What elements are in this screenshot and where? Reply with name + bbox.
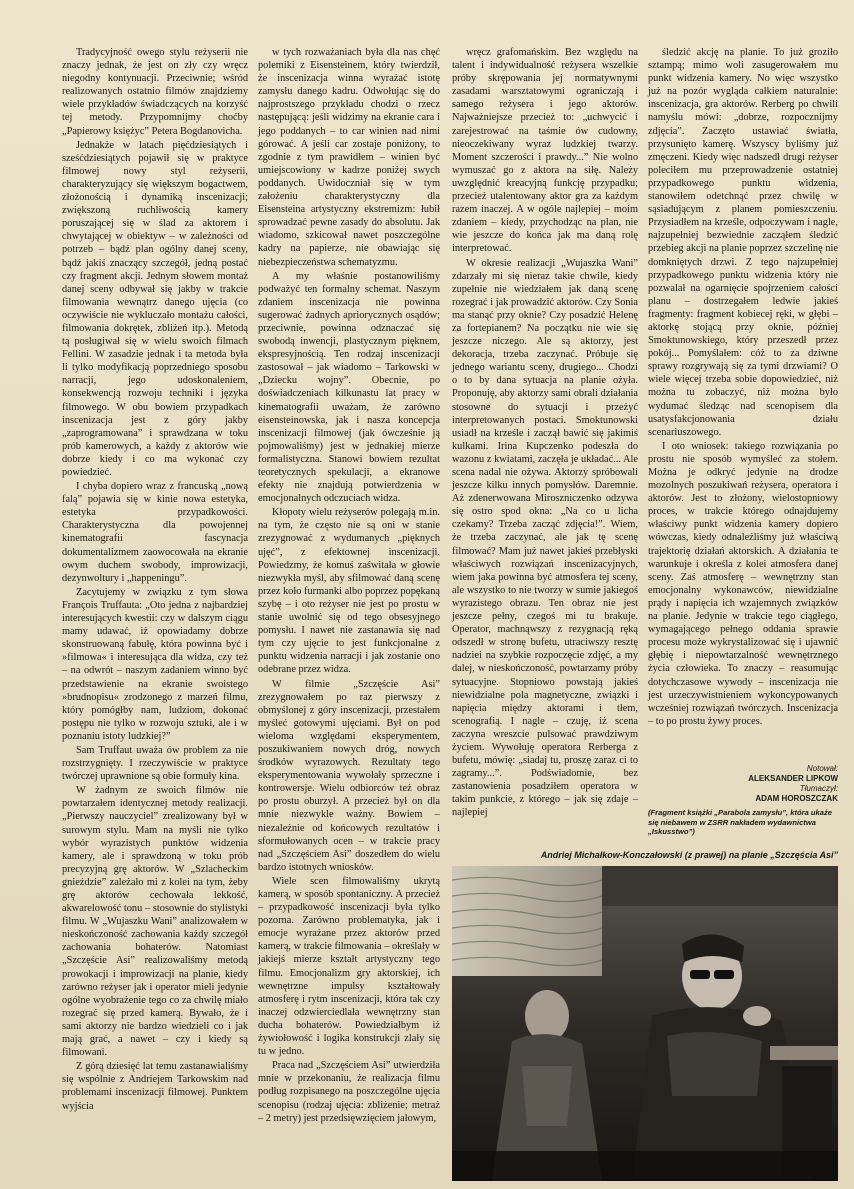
paragraph: wręcz grafomańskim. Bez względu na talent i indywidualność reżysera wszelkie próby skrępowania jej normatywnymi zasadami warsztatowymi ograniczają i samego reżysera i jego aktorów. Najważniejsze przecież to: „uchwycić i zarejestrować na taśmie ów cudowny, nieoczekiwany wyraz ludzkiej twarzy. Moment szczerości i prawdy...” Nie wolno wymuszać go z aktora na siłę. Należy uwzględnić kreacyjną funkcję przypadku; przecież utalentowany aktor gra za każdym razem inaczej. A w ogóle najlepiej – moim zdaniem – kiedy, przychodząc na plan, nie wie jeszcze do końca jak ma daną rolę interpretować. bbox=[452, 47, 638, 255]
film-set-photo-illustration bbox=[452, 866, 838, 1181]
notowal-label: Notował: bbox=[806, 764, 838, 773]
tlumaczyl-label: Tłumaczył: bbox=[799, 784, 838, 793]
paragraph: Jednakże w latach pięćdziesiątych i sześćdziesiątych pojawił się w praktyce filmowej nowy styl reżyserii, charakteryzujący się większym bogactwem, złożonością i dynamiką inscenizacji; zwiększoną ruchliwością kamery poruszającej się w ślad za aktorem i chwytającej w obiektyw – w zależności od potrzeb – bądź plan ogólny danej sceny, bądź jakiś znaczący szczegół, jedną postać czy fragment akcji. Jednym słowem montaż danej sceny odbywał się jakby w trakcie filmowania wewnątrz danego ujęcia (co oczywiście nie wykluczało montażu całości, filmowania dokrętek, zbliżeń itp.). Metodą tą posługiwał się w wielu swoich filmach Fellini. W zasadzie jednak i ta metoda była li tylko modyfikacją poprzedniego sposobu narracji, jego udoskonaleniem, konsekwencją rozwoju techniki i języka filmowego. W obu bowiem przypadkach inscenizacja jest z góry jakby „zaprogramowana” i sprawdzana w toku prób kamerowych, a każdy z aktorów wie dobrze kiedy i co ma wykonać czy powiedzieć. bbox=[62, 139, 248, 478]
paragraph: Tradycyjność owego stylu reżyserii nie znaczy jednak, że jest on zły czy wręcz niegodny kontynuacji. Przeciwnie; wśród realizowanych ostatnio filmów znajdziemy wiele przykładów świadczących na korzyść tej metody. Przypomnijmy choćby „Papierowy księżyc” Petera Bogdanovicha. bbox=[62, 47, 248, 137]
photo-caption: Andriej Michałkow-Konczałowski (z prawej) na planie „Szczęścia Asi” bbox=[540, 850, 838, 860]
article-column-2 bbox=[258, 46, 440, 1125]
article-column-3 bbox=[452, 46, 638, 820]
paragraph: Kłopoty wielu reżyserów polegają m.in. na tym, że często nie są oni w stanie zrezygnować z wydumanych „pięknych ujęć”, z efektownej inscenizacji. Powiedzmy, że komuś zaświtała w głowie niezwykła myśl, aby sfilmować daną scenę przez koło furmanki albo poprzez popękaną szybę – i oto reżyser nie jest po prostu w stanie uwolnić się od tego obsesyjnego pomysłu. I nawet nie zastanawia się nad tym czy ujęcie to jest funkcjonalne z punktu widzenia narracji i jak zostanie ono odebrane przez widza. bbox=[258, 507, 440, 676]
paragraph: I chyba dopiero wraz z francuską „nową falą” pojawia się w kinie nowa estetyka, estetyka przypadkowości. Charakterystyczna dla powojennej kinematografii fascynacja dokumentalizmem zaowocowała na ekranie owym duchem swobody, improwizacji, dezynwoltury i „happeningu”. bbox=[62, 481, 248, 584]
paragraph: W filmie „Szczęście Asi” zrezygnowałem po raz pierwszy z obmyślonej z góry inscenizacji, przestałem myśleć gotowymi ujęciami. Był on pod wieloma względami eksperymentem, poszukiwaniem nowych dróg, nowych środków wyrazowych. Rezultaty tego eksperymentowania wywołały sprzeczne i kontrowersje. Wielu odbiorców też obraz po prostu oburzył. A przecież był on dla mnie niezwykle ważny. Bowiem – niezależnie od końcowych rezultatów i sformułowanych ocen – w trakcie pracy nad „Szczęściem Asi” doszedłem do wielu bardzo istotnych wniosków. bbox=[258, 678, 440, 873]
paragraph: A my właśnie postanowiliśmy podważyć ten formalny schemat. Naszym zdaniem inscenizacja nie powinna sugerować żadnych apriorycznych osądów; przeciwnie, powinna odznaczać się swobodą inwencji, plastycznym pięknem, ekspresyjnością. Ten rodzaj inscenizacji zastosował – jak wiadomo – Tarkowski w „Dziecku wojny”. Obecnie, po doświadczeniach kilkunastu lat pracy w kinematografii uważam, że zarówno eisensteinowska, jak i nasza koncepcja inscenizacji filmowej (jak ówcześnie ją pojmowaliśmy) jest w jednakiej mierze formalistyczna. Stanowi bowiem rezultat teoretycznych spekulacji, a ekranowe efekty nie znajdują potwierdzenia w emocjonalnych odczuciach widza. bbox=[258, 270, 440, 505]
author-credits bbox=[648, 764, 838, 804]
paragraph: Wiele scen filmowaliśmy ukrytą kamerą, w sposób spontaniczny. A przecież – przypadkowość inscenizacji była tylko pozorna. Zarówno problematyka, jak i emocje wyrażane przez aktorów przed kamerą, w trakcie filmowania – określały w jakiejś mierze kształt artystyczny tego filmu. Emocjonalizm gry aktorskiej, ich wewnętrzne impulsy kształtowały atmosferę i rytm inscenizacji, która tak czy inaczej odzwierciedlała wewnętrzny stan ducha bohaterów. Powiedziałbym iż żywiołowość i logika konstrukcji zlały się tu w jedno. bbox=[258, 875, 440, 1058]
notowal-name: ALEKSANDER LIPKOW bbox=[748, 774, 838, 783]
paragraph: W okresie realizacji „Wujaszka Wani” zdarzały mi się nieraz takie chwile, kiedy zupełnie nie wiedziałem jak daną scenę rozegrać i jak prowadzić aktorów. Czy Sonia ma stanąć przy oknie? Czy posadzić Helenę za fortepianem? Na początku nie wie się jeszcze niczego. Ale są aktorzy, jest dekoracja, trzeba zaczynać. Próbuje się jednego wariantu sceny, drugiego... Chodzi o to by dana sytuacja na planie ożyła. Proponuję, aby aktorzy sami obrali działania stosowne do sytuacji i przeżyć interpretowanych postaci. Smoktunowski usiadł na krześle i zaczął bawić się jakimiś kulkami. Irina Kupczenko podeszła do wazonu z kwiatami, zaczęła je układać... Ale scena nadal nie ożywa. Aktorzy spróbowali jeszcze kilku innych pomysłów. Daremnie. Aż zdenerwowana Miroszniczenko odzywa się ostro spod okna: „Na co u licha czekamy? Trzeba zacząć zdjęcia!”. Wiem, że trzeba zaczynać, ale jak tę scenę filmować? Mam już nawet jakieś przebłyski właściwych rozwiązań inscenizacyjnych, wiem jaka powinna być atmosfera tej sceny, ale wszystko to nie tworzy w sumie jakiegoś wyrazistego obrazu. Ten obraz nie jest jeszcze pełny, czegoś mi tu brakuje. Operator, machnąwszy z rezygnacją ręką odszedł w stronę bufetu, utraciwszy resztę nadziei na szybkie rozpoczęcie zdjęć, a my dalej, w nieskończoność, powtarzamy próby sytuacyjne. Stopniowo powstają jakieś niewidzialne pola magnetyczne, związki i napięcia między aktorami i tłem, scenografią. I nagle – czuję, iż scena zaczyna wreszcie pulsować prawdziwym życiem. Wywołuję operatora Rerberga z bufetu, mówię: „siadaj tu, proszę zaraz ci to zagramy...”. Podświadomie, bez zastanowienia posadziłem operatora w takim punkcie, z którego – jak się zdaje – najlepiej bbox=[452, 257, 638, 819]
paragraph: Zacytujemy w związku z tym słowa François Truffauta: „Oto jedna z najbardziej interesujących kwestii: czy w dalszym ciągu mamy udawać, iż opowiadamy dobrze skonstruowaną fabułę, która powinna być i »filmowa« i interesująca dla widza, czy też – na odwrót – naszym zadaniem winno być przedstawienie na ekranie swoistego »brudnopisu« zrodzonego z marzeń filmu, który pomógłby nam, ludziom, dokonać postępu nie tylko w rozwoju sztuki, ale i w poznaniu istoty ludzkiej?” bbox=[62, 586, 248, 742]
article-column-1 bbox=[62, 46, 248, 1113]
paragraph: w tych rozważaniach była dla nas chęć polemiki z Eisensteinem, który twierdził, że inscenizacja winna wyrażać istotę zamysłu danego kadru. Odwołując się do najprostszego przykładu chodzi o rzecz następującą: jeśli widzimy na ekranie cara i jego poddanych – to car winien nad nimi górować. A jeśli car zostaje poniżony, to zgodnie z tym prawidłem – winien być umiejscowiony w kadrze poniżej swych poddanych. Uwidoczniał się w tym założeniu charakterystyczny dla Eisensteina artystyczny ekstremizm: łubił sprowadzać pewne zasady do absolutu. Jak wiadomo, szkicował nawet poszczególne kadry na papierze, nie obawiając się niebezpieczeństwa schematyzmu. bbox=[258, 47, 440, 268]
paragraph: Sam Truffaut uważa ów problem za nie rozstrzygnięty. I rzeczywiście w praktyce twórczej uprawnione są obie formuły kina. bbox=[62, 744, 248, 783]
film-set-photo bbox=[452, 866, 838, 1181]
paragraph: śledzić akcję na planie. To już groziło sztampą; mimo woli zasugerowałem mu punkt widzenia kamery. No więc wszystko już na pozór wygląda całkiem naturalnie: inscenizacja, gra aktorów. Rerberg po chwili namyślu mówi: „dobrze, rozpocznijmy zdjęcia”. Zaczęto ustawiać światła, przysunięto kamerę. Wszyscy byliśmy już zmęczeni. Kiedy więc nadszedł drugi reżyser poleciłem mu przeprowadzenie ostatniej przypadkowego punktu widzenia, stanowiłem odetchnąć przez chwilę w sąsiadującym z planem pomieszczeniu. Przysiadłem na krześle, odpoczywam i nagle, najzupełniej bezwiednie zacząłem śledzić przebieg akcji na planie poprzez szczelinę nie domkniętych drzwi. Z tego najzupełniej przypadkowego punktu widzenia który nie pozwalał na ogarnięcie spojrzeniem całości planu – dostrzegałem ledwie jakieś fragmenty: fragment kobiecej ręki, w głębi – aktorkę stojącą przy oknie, później Smoktunowskiego, który przeszedł przez pokój... Pomyślałem: cóż to za dziwne sprawy rozgrywają się za tymi drzwiami? O wiele więcej trzeba sobie dopowiedzieć, niż można tu zobaczyć, niż można było wydumać śledząc nad scenopisem dla usatysfakcjonowania działu scenariuszowego. bbox=[648, 47, 838, 438]
paragraph: W żadnym ze swoich filmów nie powtarzałem identycznej metody realizacji. „Pierwszy nauczyciel” zrealizowany był w surowym stylu. Mam na myśli nie tylko wybór wyrazistych punktów widzenia kamery, ale i sprawdzoną w toku prób precyzyjną grę aktorów. W „Szlacheckim gnieździe” zależało mi z kolei na tym, żeby grę aktorów cechowała lekkość, akwarelowość tonu – stosownie do stylistyki filmu. W „Wujaszku Wani” analizowałem w nieskończoność zachowania każdy szczegół zachowania bohaterów. Natomiast „Szczęście Asi” realizowaliśmy metodą prowokacji i improwizacji na planie, kiedy zarówno reżyser jak i operator mieli jedynie ogólne wyobrażenie tego co za chwilę miało rozegrać się przed kamerą. Bywało, że i sami aktorzy nie bardzo wiedzieli co i jak mają grać, a nawet – czy i kiedy są filmowani. bbox=[62, 785, 248, 1059]
paragraph: I oto wniosek: takiego rozwiązania po prostu nie sposób wymyśleć za stołem. Można je odkryć jedynie na drodze mozolnych poszukiwań reżysera, operatora i aktorów. Jest to złożony, wielostopniowy proces, w trakcie którego odnajdujemy właściwy punkt widzenia kamery dopiero wówczas, kiedy odnaleźliśmy już właściwą trajektorię działań aktorskich. A działania te warunkuje i określa z kolei atmosfera danej sceny. Zaś atmosferę – wewnętrzny stan emocjonalny wykonawców, niewidzialne prądy i napięcia ich wzajemnych związków na planie. Jedynie w trakcie tego ciągłego, wymagającego pełnego oddania sprawie procesu może wykrystalizować się i ujawnić głębię i niepowtarzalność wewnętrznego życia człowieka. To znaczy – reasumując dotychczasowe wywody – inscenizacja nie jest urzeczywistnieniem wykoncypowanych wcześniej rozwiązań twórczych. Inscenizacja – to po prostu żywy proces. bbox=[648, 440, 838, 727]
article-column-4 bbox=[648, 46, 838, 728]
source-note: (Fragment książki „Parabola zamysłu”, która ukaże się niebawem w ZSRR nakładem wydawnictwa „Iskusstwo”) bbox=[648, 808, 833, 836]
tlumaczyl-name: ADAM HOROSZCZAK bbox=[755, 794, 838, 803]
paragraph: Z górą dziesięć lat temu zastanawialiśmy się wspólnie z Andriejem Tarkowskim nad problemami inscenizacji filmowej. Punktem wyjścia bbox=[62, 1061, 248, 1112]
paragraph: Praca nad „Szczęściem Asi” utwierdziła mnie w przekonaniu, że realizacja filmu podług rozpisanego na poszczególne ujęcia scenopisu (rodzaj ujęcia: zbliżenie; metraż – 2 metry) jest przedsięwzięciem jałowym, bbox=[258, 1060, 440, 1124]
